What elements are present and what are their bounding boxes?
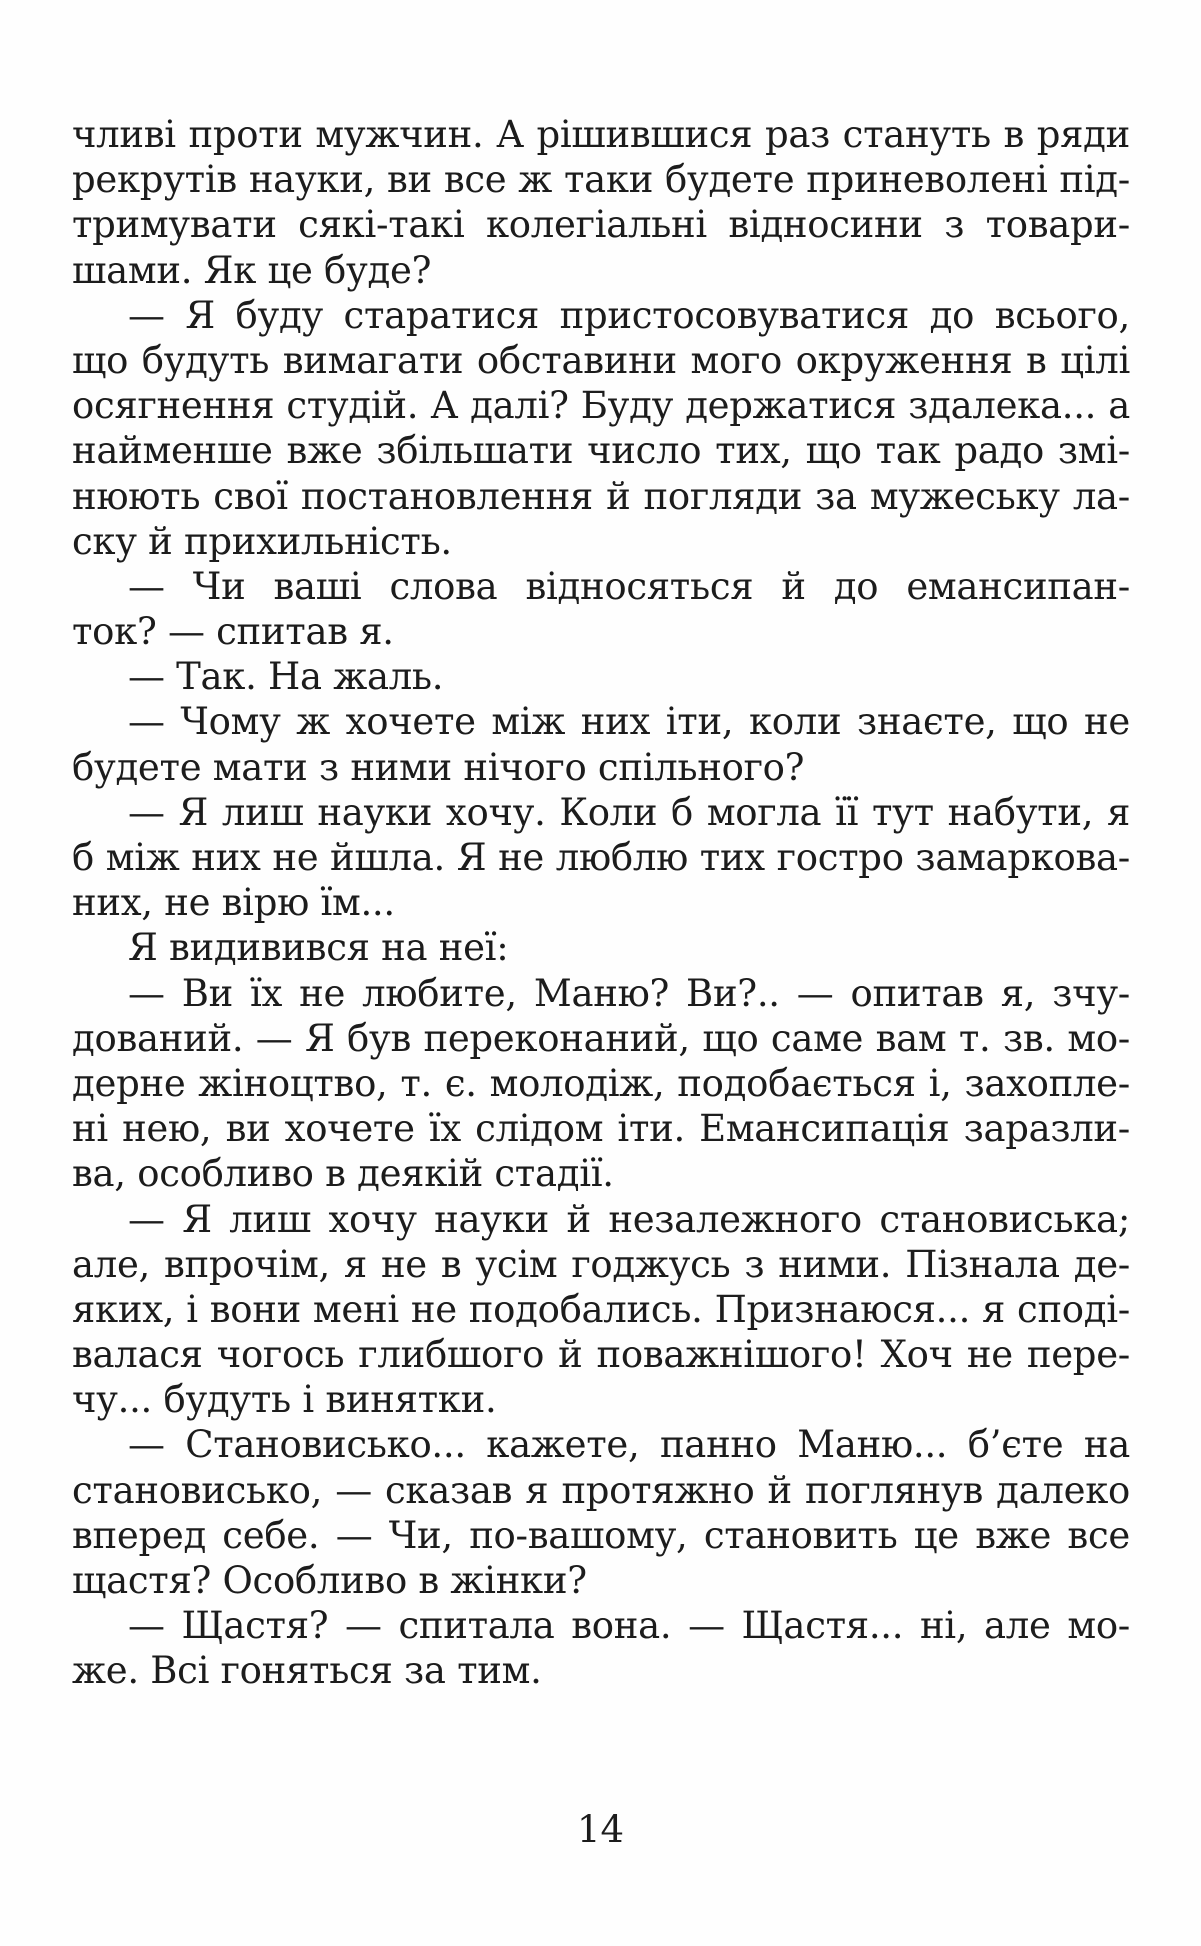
text-line: Я видивився на неї:: [128, 926, 509, 970]
text-line: становисько, — сказав я протяжно й поглянув далеко: [72, 1468, 1130, 1512]
text-line: — Я лиш науки хочу. Коли б могла її тут набути, я: [128, 790, 1130, 834]
text-line: тримувати сякі-такі колегіальні відносини з товари-: [72, 203, 1130, 247]
text-line: б між них не йшла. Я не люблю тих гостро замаркова-: [72, 836, 1130, 879]
text-line: ва, особливо в деякій стадії.: [72, 1152, 614, 1196]
text-line: рекрутів науки, ви все ж таки будете приневолені під-: [72, 158, 1130, 202]
text-line: — Чи ваші слова відносяться й до емансипан-: [128, 564, 1130, 608]
text-line: але, впрочім, я не в усім годжусь з ними. Пізнала де-: [72, 1242, 1130, 1286]
text-line: будете мати з ними нічого спільного?: [72, 745, 805, 789]
text-line: же. Всі гоняться за тим.: [72, 1649, 542, 1693]
text-line: — Я буду старатися пристосовуватися до всього,: [128, 293, 1130, 337]
text-line: — Так. На жаль.: [128, 655, 444, 699]
text-line: нюють свої постановлення й погляди за мужеську ла-: [72, 474, 1130, 518]
text-line: них, не вірю їм...: [72, 881, 395, 925]
body-text: [72, 112, 1130, 1694]
text-line: що будуть вимагати обставини мого окруження в цілі: [72, 338, 1130, 382]
text-line: дований. — Я був переконаний, що саме вам т. зв. мо-: [72, 1016, 1130, 1060]
text-line: яких, і вони мені не подобались. Признаюся... я сподi-: [72, 1287, 1130, 1331]
text-line: — Я лиш хочу науки й незалежного становиська;: [128, 1197, 1130, 1241]
text-line: валася чогось глибшого й поважнішого! Хоч не пере-: [72, 1333, 1130, 1377]
text-line: — Становисько... кажете, панно Маню... б’єте на: [128, 1423, 1130, 1467]
text-line: найменше вже збільшати число тих, що так радо змі-: [72, 429, 1130, 473]
text-line: чливі проти мужчин. А рішившися раз стануть в ряди: [72, 113, 1130, 156]
text-line: ску й прихильність.: [72, 519, 452, 563]
text-line: щастя? Особливо в жінки?: [72, 1559, 587, 1602]
text-line: — Чому ж хочете між них іти, коли знаєте, що не: [128, 700, 1130, 744]
text-line: дерне жіноцтво, т. є. молодіж, подобається і, захопле-: [72, 1061, 1130, 1105]
text-line: ні нею, ви хочете їх слідом іти. Емансипація заразли-: [72, 1107, 1130, 1151]
text-line: — Щастя? — спитала вона. — Щастя... ні, але мо-: [128, 1604, 1130, 1648]
text-line: чу... будуть і винятки.: [72, 1378, 497, 1422]
text-line: — Ви їх не любите, Маню? Ви?.. — опитав я, зчу-: [128, 971, 1130, 1015]
page-number: 14: [576, 1808, 625, 1851]
text-line: осягнення студій. А далі? Буду держатися здалека... а: [72, 384, 1130, 428]
text-line: вперед себе. — Чи, по-вашому, становить це вже все: [72, 1513, 1130, 1557]
text-line: шами. Як це буде?: [72, 248, 432, 292]
text-line: ток? — спитав я.: [72, 610, 394, 654]
